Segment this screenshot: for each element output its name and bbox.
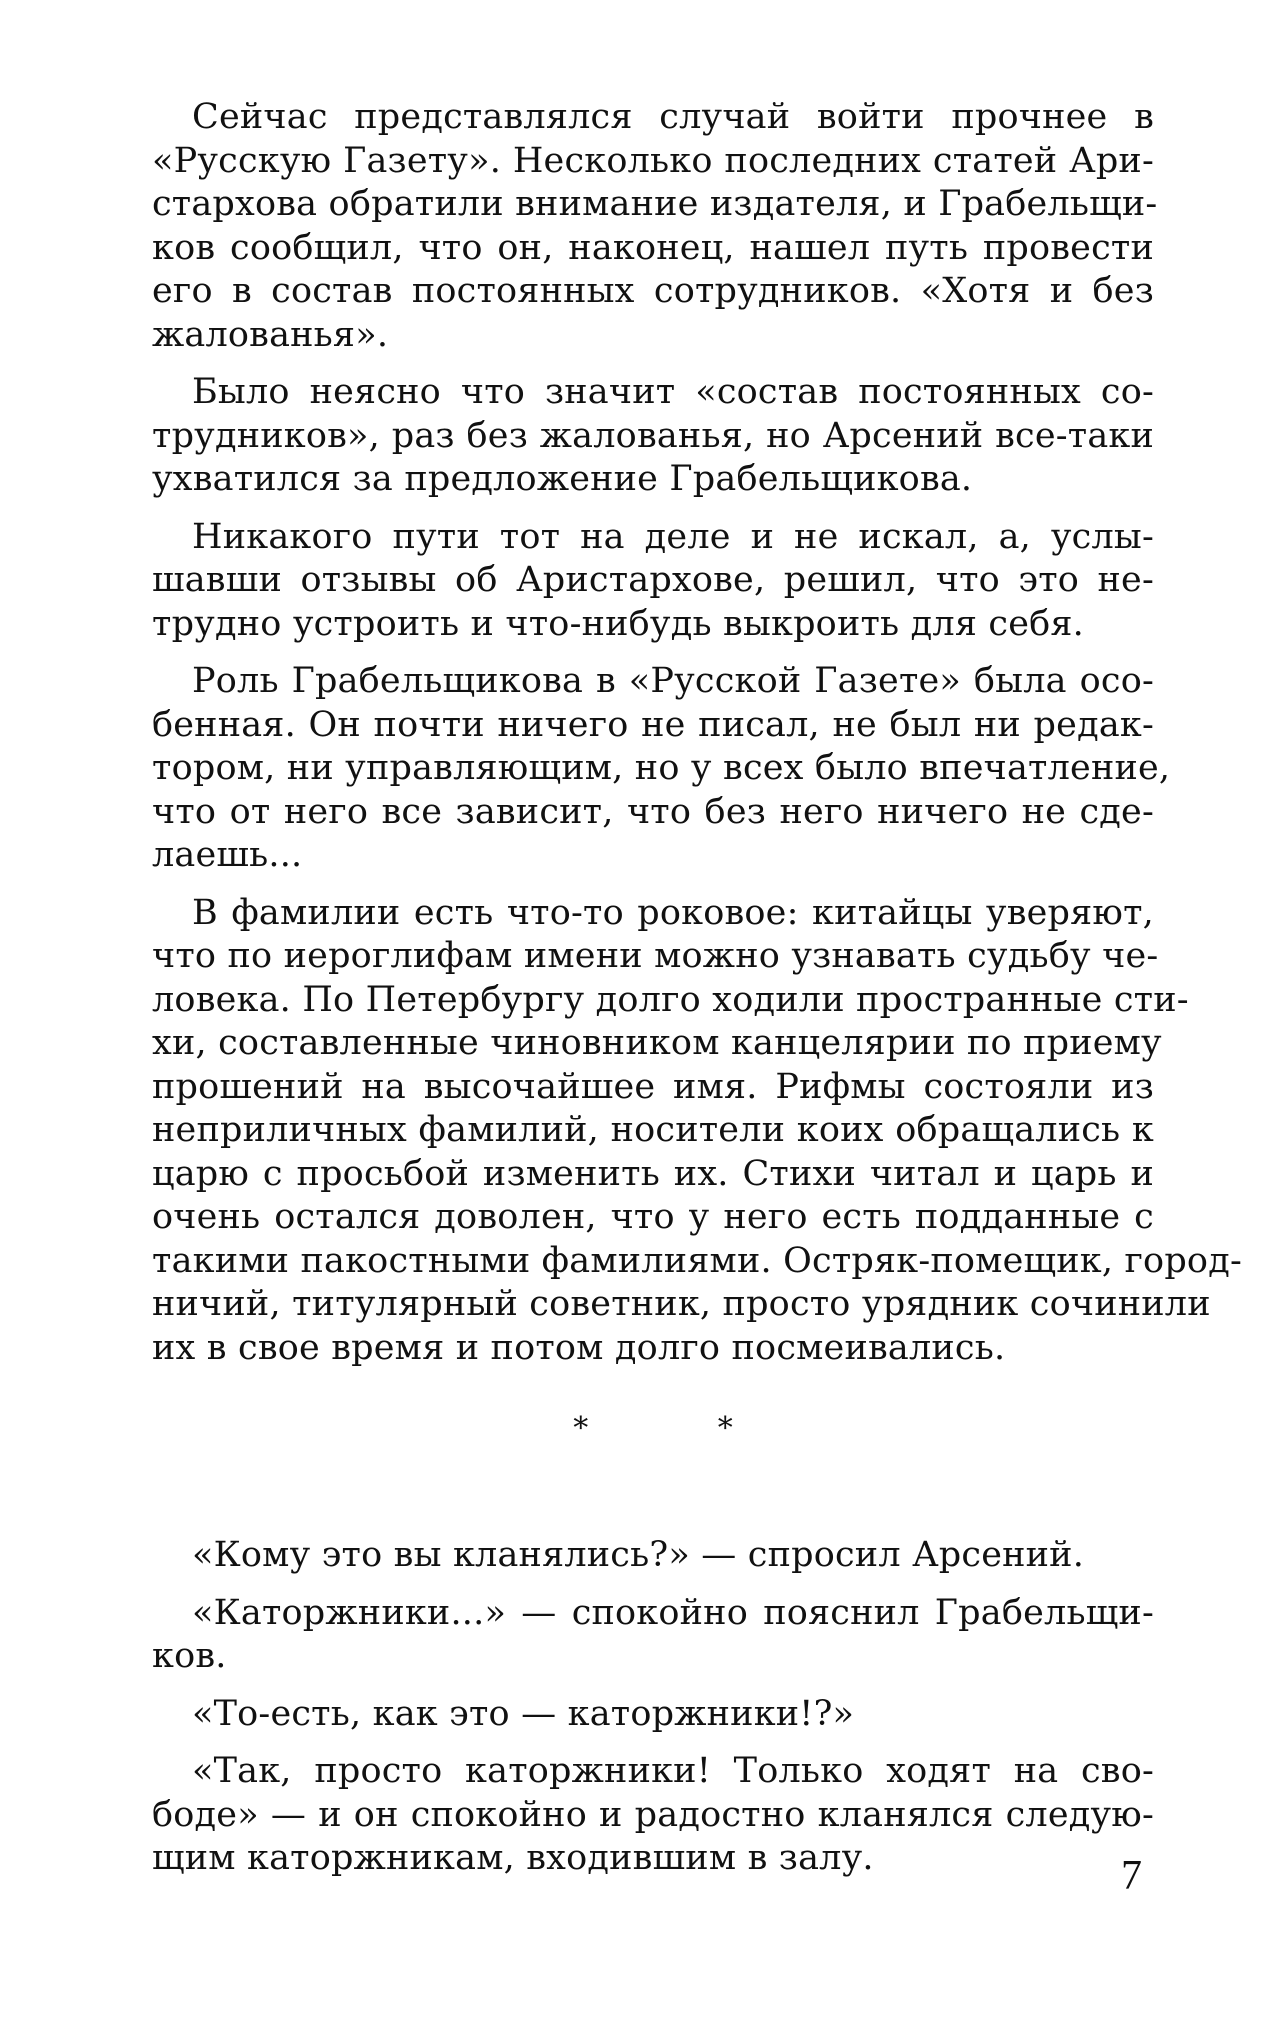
paragraph-2 [152,371,1154,502]
text-line: трудников», раз без жалованья, но Арсений все-таки [152,415,1154,456]
text-line: царю с просьбой изменить их. Стихи читал и царь и [152,1153,1154,1194]
text-line: ков. [152,1636,227,1676]
text-line: боде» — и он спокойно и радостно кланялся следую- [152,1794,1154,1835]
text-line: бенная. Он почти ничего не писал, не был ни редак- [152,704,1154,745]
text-line: жалованья». [152,314,389,355]
text-line: «Кому это вы кланялись?» — спросил Арсений. [192,1535,1085,1575]
text-line: прошений на высочайшее имя. Рифмы состояли из [152,1066,1154,1107]
text-line: шавши отзывы об Аристархове, решил, что это не- [152,560,1154,600]
paragraph-3 [152,516,1154,647]
section-separator: * * [573,1411,793,1446]
paragraph-5 [152,892,1242,1371]
text-line: хи, составленные чиновником канцелярии по приему [152,1023,1162,1063]
text-line: такими пакостными фамилиями. Остряк-помещик, город- [152,1240,1242,1281]
paragraph-4 [152,660,1171,878]
text-line: Роль Грабельщикова в «Русской Газете» была осо- [192,661,1154,701]
text-line: их в свое время и потом долго посмеивались. [152,1327,1006,1368]
text-line: ловека. По Петербургу долго ходили пространные сти- [152,979,1189,1020]
dialogue-2 [152,1592,1154,1679]
paragraph-1 [152,96,1158,357]
text-line: стархова обратили внимание издателя, и Грабельщи- [152,184,1158,224]
dialogue-4 [152,1750,1154,1881]
text-line: ничий, титулярный советник, просто урядник сочинили [152,1284,1211,1324]
text-line: Сейчас представлялся случай войти прочнее в [192,97,1154,137]
dialogue-1 [152,1534,1154,1578]
page-number: 7 [1121,1853,1142,1899]
dialogue-3 [152,1693,1154,1737]
page-body [152,96,1242,1895]
text-line: его в состав постоянных сотрудников. «Хотя и без [152,271,1154,311]
text-line: Никакого пути тот на деле и не искал, а, услы- [192,516,1154,557]
text-line: что по иероглифам имени можно узнавать судьбу че- [152,936,1159,976]
text-line: трудно устроить и что-нибудь выкроить для себя. [152,603,1085,644]
text-line: очень остался доволен, что у него есть подданные с [152,1197,1154,1237]
text-line: тором, ни управляющим, но у всех было впечатление, [152,748,1171,788]
text-line: что от него все зависит, что без него ничего не сде- [152,791,1154,832]
text-line: ухватился за предложение Грабельщикова. [152,459,973,499]
text-line: «Русскую Газету». Несколько последних статей Ари- [152,140,1154,181]
text-line: лаешь... [152,835,303,875]
text-line: щим каторжникам, входившим в залу. [152,1838,874,1878]
text-line: ков сообщил, что он, наконец, нашел путь провести [152,227,1154,268]
text-line: неприличных фамилий, носители коих обращались к [152,1110,1154,1150]
text-line: «Каторжники...» — спокойно пояснил Грабельщи- [192,1592,1154,1633]
text-line: Было неясно что значит «состав постоянных со- [192,372,1154,412]
text-line: «Так, просто каторжники! Только ходят на сво- [192,1751,1154,1791]
text-line: В фамилии есть что-то роковое: китайцы уверяют, [192,892,1154,933]
text-line: «То-есть, как это — каторжники!?» [192,1693,855,1734]
